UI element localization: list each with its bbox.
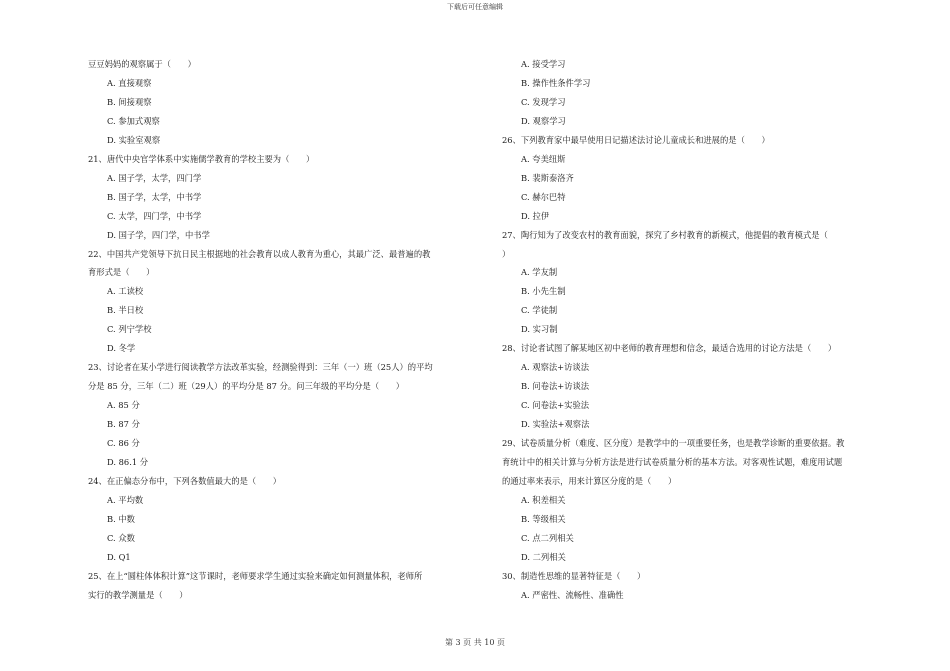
answer-option: B. 小先生制	[521, 286, 566, 297]
question-text: 育统计中的相关计算与分析方法是进行试卷质量分析的基本方法。对客观性试题，难度用试题	[502, 457, 843, 468]
answer-option: B. 半日校	[107, 305, 144, 316]
answer-option: B. 等级相关	[521, 513, 566, 524]
question-text: 的通过率来表示，用来计算区分度的是（ ）	[502, 475, 677, 486]
answer-option: B. 问卷法+访谈法	[521, 381, 590, 392]
answer-option: D. 观察学习	[521, 115, 566, 126]
answer-option: B. 中数	[107, 513, 135, 524]
answer-option: C. 赫尔巴特	[521, 191, 566, 202]
answer-option: A. 85 分	[107, 400, 140, 411]
answer-option: A. 平均数	[107, 494, 144, 505]
answer-option: A. 积差相关	[521, 494, 566, 505]
answer-option: C. 众数	[107, 532, 135, 543]
answer-option: A. 严密性、流畅性、准确性	[521, 589, 624, 600]
question-text: 24、在正偏态分布中，下列各数值最大的是（ ）	[88, 475, 282, 486]
answer-option: B. 间接观察	[107, 96, 152, 107]
answer-option: A. 直接观察	[107, 77, 152, 88]
question-text: 豆豆妈妈的观察属于（ ）	[88, 59, 196, 69]
answer-option: D. 实验法+观察法	[521, 419, 590, 430]
left-column	[88, 55, 488, 605]
answer-option: A. 夸美纽斯	[521, 153, 566, 164]
question-text: 实行的教学测量是（ ）	[88, 589, 188, 600]
question-text: 30、制造性思维的显著特征是（ ）	[502, 570, 646, 581]
answer-option: D. 冬学	[107, 343, 136, 354]
answer-option: C. 列宁学校	[107, 324, 152, 335]
question-text: 23、讨论者在某小学进行阅读教学方法改革实验，经测验得到：三年（一）班（25人）的平均	[88, 362, 433, 373]
right-column	[502, 55, 902, 605]
answer-option: D. 国子学，四门学，中书学	[107, 229, 210, 240]
page-header-note: 下载后可任意编辑	[447, 3, 503, 11]
answer-option: C. 参加式观察	[107, 115, 160, 126]
answer-option: D. Q1	[107, 551, 131, 562]
answer-option: D. 实验室观察	[107, 134, 161, 145]
answer-option: C. 86 分	[107, 438, 140, 449]
answer-option: B. 操作性条件学习	[521, 77, 591, 88]
answer-option: D. 二列相关	[521, 551, 566, 562]
answer-option: B. 87 分	[107, 419, 140, 430]
question-text: 27、陶行知为了改变农村的教育面貌，探究了乡村教育的新模式，他提倡的教育模式是（	[502, 229, 828, 240]
answer-option: A. 接受学习	[521, 59, 566, 69]
answer-option: D. 实习制	[521, 324, 558, 335]
answer-option: A. 工读校	[107, 286, 144, 297]
answer-option: B. 裴斯泰洛齐	[521, 172, 574, 183]
answer-option: D. 86.1 分	[107, 457, 149, 468]
answer-option: C. 发现学习	[521, 96, 566, 107]
answer-option: C. 太学，四门学，中书学	[107, 210, 202, 221]
page-footer: 第 3 页 共 10 页	[445, 638, 505, 647]
answer-option: A. 学友制	[521, 267, 558, 278]
question-text: 26、下列教育家中最早使用日记描述法讨论儿童成长和进展的是（ ）	[502, 134, 770, 145]
answer-option: A. 观察法+访谈法	[521, 362, 590, 373]
question-text: 29、试卷质量分析（难度、区分度）是教学中的一项重要任务，也是教学诊断的重要依据。教	[502, 438, 845, 449]
question-text: 分是 85 分，三年（二）班（29人）的平均分是 87 分。问三年级的平均分是（ ）	[88, 381, 405, 392]
question-text: 25、在上“圆柱体体积计算”这节课时，老师要求学生通过实验来确定如何测量体积，老师所	[88, 570, 423, 581]
question-text: 育形式是（ ）	[88, 267, 155, 278]
answer-option: C. 问卷法+实验法	[521, 400, 590, 411]
question-text: 28、讨论者试图了解某地区初中老师的教育理想和信念，最适合选用的讨论方法是（ ）	[502, 343, 837, 354]
question-text: 21、唐代中央官学体系中实施儒学教育的学校主要为（ ）	[88, 153, 315, 164]
answer-option: C. 点二列相关	[521, 532, 574, 543]
answer-option: B. 国子学，太学，中书学	[107, 191, 202, 202]
question-text: ）	[502, 248, 511, 259]
answer-option: D. 拉伊	[521, 210, 550, 221]
question-text: 22、中国共产党领导下抗日民主根据地的社会教育以成人教育为重心，其最广泛、最普遍的教	[88, 248, 431, 259]
answer-option: C. 学徒制	[521, 305, 558, 316]
answer-option: A. 国子学，太学，四门学	[107, 172, 202, 183]
